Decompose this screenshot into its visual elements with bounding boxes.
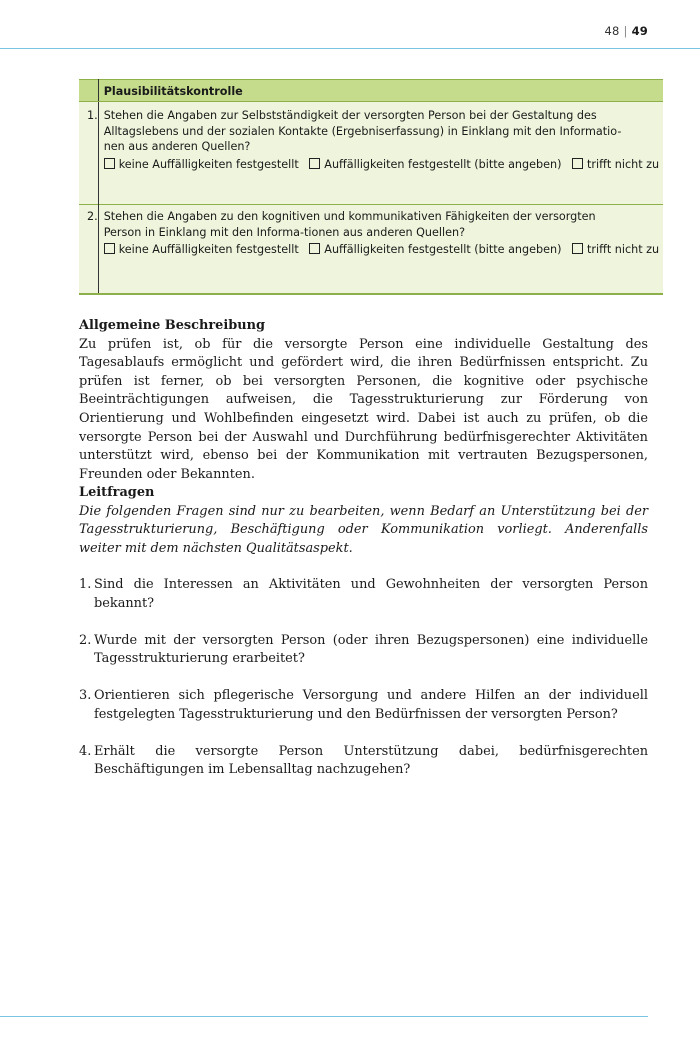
page-number [604,24,648,38]
row-content [98,205,663,294]
option-label: trifft nicht zu [587,157,660,171]
table-title: Plausibilitätskontrolle [98,80,663,102]
question-line: Person in Einklang mit den Informa-tionen aus anderen Quellen? [103,225,466,239]
question-line: Stehen die Angaben zur Selbstständigkeit der versorgten Person bei der Gestaltung des [103,109,597,122]
question-text: Erhält die versorgte Person Unterstützung dabei, bedürfnisgerechten Beschäftigungen im Lebensalltag nachzugehen? [94,743,648,778]
description-text: Zu prüfen ist, ob für die versorgte Person eine individuelle Gestaltung des Tagesablaufs ermöglicht und gefördert wird, die ihren Bedürfnissen entspricht. Zu prüfen ist ferner, ob bei versorgten Personen, die kognitive oder psychische Beeinträchtigungen aufweisen, die Tagesstrukturierung zur Förderung von Orientierung und Wohlbefinden eingesetzt wird. Dabei ist auch zu prüfen, ob die versorgte Person bei der Auswahl und Durchführung bedürfnisgerechter Aktivitäten unterstützt wird, ebenso bei der Kommunikation mit vertrauten Bezugspersonen, Freunden oder Bekannten. [79,336,648,482]
option-not-applicable[interactable] [572,242,659,258]
guiding-questions-heading: Leitfragen [79,485,155,500]
question-number: 1. [79,577,92,592]
option-not-applicable[interactable] [572,157,659,173]
option-findings[interactable] [309,242,561,258]
list-item [79,576,648,613]
question-line: Stehen die Angaben zu den kognitiven und kommunikativen Fähigkeiten der versorgten [103,210,596,223]
description-section [79,317,648,484]
question-number: 3. [79,688,92,704]
table-header-num-cell [79,80,98,102]
checkbox-icon[interactable] [572,158,583,169]
row-number: 1. [79,102,98,205]
table-header-row [79,80,663,102]
checkbox-icon[interactable] [104,243,115,254]
list-item [79,687,648,724]
question-text: Sind die Interessen an Aktivitäten und Gewohnheiten der versorgten Person bekannt? [94,577,648,611]
question-text: Orientieren sich pflegerische Versorgung und andere Hilfen an der individuell festgelegten Tagesstrukturierung und den Bedürfnissen der versorgten Person? [94,688,648,722]
option-label: keine Auffälligkeiten festgestellt [118,243,299,257]
checkbox-icon[interactable] [104,158,115,169]
guiding-questions-intro: Die folgenden Fragen sind nur zu bearbeiten, wenn Bedarf an Unterstützung bei der Tagesstrukturierung, Beschäftigung oder Kommunikation vorliegt. Anderenfalls weiter mit dem nächsten Qualitätsaspekt. [79,503,648,556]
option-label: Auffälligkeiten festgestellt (bitte angeben) [324,157,562,171]
list-item [79,743,648,780]
question-text: Wurde mit der versorgten Person (oder ihren Bezugspersonen) eine individuelle Tagesstrukturierung erarbeitet? [94,632,648,667]
row-number: 2. [79,205,98,294]
option-label: keine Auffälligkeiten festgestellt [118,157,299,171]
option-label: Auffälligkeiten festgestellt (bitte angeben) [324,243,562,257]
page-header [0,0,700,49]
question-line: nen aus anderen Quellen? [103,140,251,154]
table-row [79,102,663,205]
guiding-questions-list [79,576,648,798]
guiding-questions-section [79,484,648,558]
option-no-findings[interactable] [104,157,299,173]
page-number-right: 49 [631,24,648,38]
checkbox-icon[interactable] [309,158,320,169]
question-number: 4. [79,743,92,759]
page-number-left: 48 [604,24,620,38]
checkbox-icon[interactable] [309,243,320,254]
row-content [98,102,663,205]
option-group [104,157,659,173]
page-number-separator: | [623,24,628,38]
footer-rule [0,1016,648,1017]
question-number: 2. [79,632,92,648]
question-line: Alltagslebens und der sozialen Kontakte (Ergebniserfassung) in Einklang mit den Informatio- [103,124,622,138]
option-findings[interactable] [309,157,561,173]
plausibility-table [79,79,663,295]
checkbox-icon[interactable] [572,243,583,254]
table-row [79,205,663,294]
option-label: trifft nicht zu [587,243,660,257]
option-group [104,242,659,258]
list-item [79,632,648,669]
description-heading: Allgemeine Beschreibung [79,318,266,333]
option-no-findings[interactable] [104,242,299,258]
